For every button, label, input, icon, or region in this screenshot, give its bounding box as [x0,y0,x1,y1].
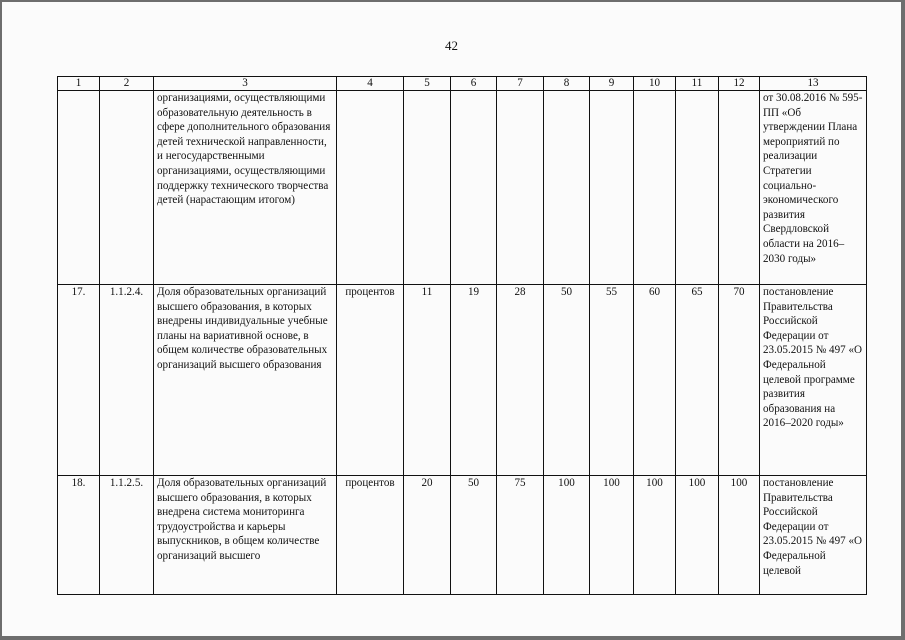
table-row [58,285,867,476]
row-code: 1.1.2.4. [100,285,154,476]
value-cell: 28 [497,285,544,476]
source-document: от 30.08.2016 № 595-ПП «Об утверждении Плана мероприятий по реализации Стратегии социально-экономического развития Свердловской области на 2016–2030 годы» [760,91,867,285]
value-cell [590,91,634,285]
value-cell: 65 [676,285,719,476]
value-cell: 100 [676,476,719,595]
unit [337,91,404,285]
document-page [2,2,901,636]
row-number [58,91,100,285]
col-header: 4 [337,77,404,91]
indicator-name: Доля образовательных организаций высшего образования, в которых внедрена система мониторинга трудоустройства и карьеры выпускников, в общем количестве организаций высшего [154,476,337,595]
col-header: 12 [719,77,760,91]
value-cell: 75 [497,476,544,595]
value-cell: 20 [404,476,451,595]
value-cell [719,91,760,285]
indicator-name: Доля образовательных организаций высшего образования, в которых внедрены индивидуальные учебные планы на вариативной основе, в общем количестве образовательных организаций высшего образования [154,285,337,476]
value-cell: 55 [590,285,634,476]
unit: процентов [337,285,404,476]
page-number: 42 [445,38,458,53]
value-cell: 60 [634,285,676,476]
value-cell [544,91,590,285]
col-header: 9 [590,77,634,91]
col-header: 10 [634,77,676,91]
value-cell: 50 [544,285,590,476]
value-cell: 100 [634,476,676,595]
value-cell [497,91,544,285]
value-cell [676,91,719,285]
value-cell: 100 [544,476,590,595]
value-cell: 19 [451,285,497,476]
table-row [58,91,867,285]
unit: процентов [337,476,404,595]
indicator-name: организациями, осуществляющими образовательную деятельность в сфере дополнительного образования детей технической направленности, и негосударственными организациями, осуществляющими поддержку технического творчества детей (нарастающим итогом) [154,91,337,285]
value-cell: 50 [451,476,497,595]
col-header: 5 [404,77,451,91]
col-header: 3 [154,77,337,91]
header-row [58,77,867,91]
value-cell [404,91,451,285]
col-header: 8 [544,77,590,91]
value-cell: 100 [719,476,760,595]
table-row [58,476,867,595]
row-code [100,91,154,285]
value-cell: 100 [590,476,634,595]
indicators-table [57,76,867,595]
col-header: 11 [676,77,719,91]
row-code: 1.1.2.5. [100,476,154,595]
col-header: 7 [497,77,544,91]
col-header: 1 [58,77,100,91]
col-header: 2 [100,77,154,91]
col-header: 6 [451,77,497,91]
row-number: 17. [58,285,100,476]
value-cell [634,91,676,285]
source-document: постановление Правительства Российской Федерации от 23.05.2015 № 497 «О Федеральной целевой программе развития образования на 2016–2020 годы» [760,285,867,476]
row-number: 18. [58,476,100,595]
value-cell: 70 [719,285,760,476]
value-cell [451,91,497,285]
value-cell: 11 [404,285,451,476]
source-document: постановление Правительства Российской Федерации от 23.05.2015 № 497 «О Федеральной целевой [760,476,867,595]
col-header: 13 [760,77,867,91]
